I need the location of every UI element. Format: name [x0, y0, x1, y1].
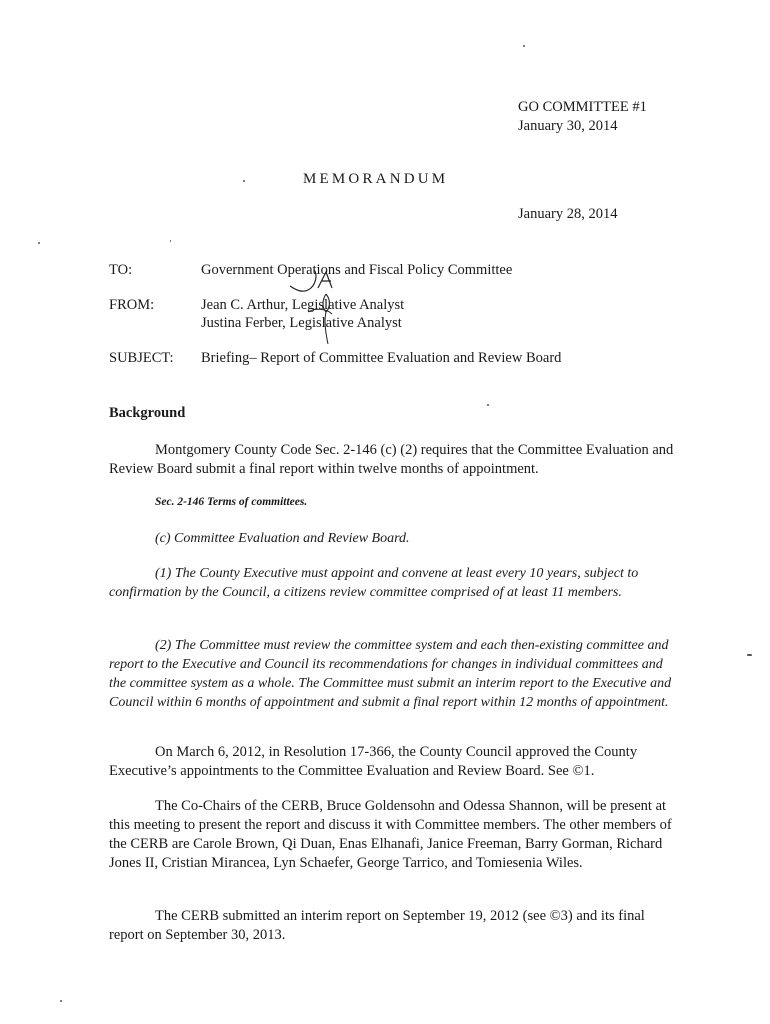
background-heading: Background [109, 405, 186, 421]
scan-speck [170, 240, 171, 242]
scan-speck [60, 1000, 62, 1002]
meeting-date: January 30, 2014 [518, 118, 618, 134]
scan-speck [243, 180, 245, 182]
cochairs-paragraph: The Co-Chairs of the CERB, Bruce Goldensohn and Odessa Shannon, will be present at this meeting to present the report and discuss it with Committee members. The other members of the CERB are Carole Brown, Qi Duan, Enas Elhanafi, Janice Freeman, Barry Gorman, Richard Jones II, Cristian Mirancea, Lyn Schaefer, George Tarrico, and Tomiesenia Wiles. [109, 798, 672, 871]
code-subsection-c: (c) Committee Evaluation and Review Board. [155, 531, 410, 546]
scan-speck [487, 404, 489, 406]
memo-date: January 28, 2014 [518, 206, 618, 222]
from-label: FROM: [109, 297, 155, 313]
intro-paragraph: Montgomery County Code Sec. 2-146 (c) (2) requires that the Committee Evaluation and Review Board submit a final report within twelve months of appointment. [109, 442, 674, 477]
from-line-1: Jean C. Arthur, Legislative Analyst [201, 297, 405, 313]
subject-label: SUBJECT: [109, 350, 174, 366]
scan-speck [38, 242, 40, 244]
code-item-2: (2) The Committee must review the committee system and each then-existing committee and report to the Executive and Council its recommendations for changes in individual committees and the committee system as a whole. The Committee must submit an interim report to the Executive and Council within 6 months of appointment and submit a final report within 12 months of appointment. [109, 638, 672, 710]
scan-speck [747, 654, 752, 656]
reports-paragraph: The CERB submitted an interim report on September 19, 2012 (see ©3) and its final report on September 30, 2013. [109, 908, 645, 943]
from-line-2: Justina Ferber, Legislative Analyst [201, 315, 402, 331]
to-label: TO: [109, 262, 133, 278]
committee-label: GO COMMITTEE #1 [518, 99, 647, 115]
code-item-1: (1) The County Executive must appoint and convene at least every 10 years, subject to confirmation by the Council, a citizens review committee comprised of at least 11 members. [109, 566, 639, 600]
to-value: Government Operations and Fiscal Policy Committee [201, 262, 513, 278]
resolution-paragraph: On March 6, 2012, in Resolution 17-366, the County Council approved the County Executive’s appointments to the Committee Evaluation and Review Board. See ©1. [109, 744, 638, 779]
memo-title: MEMORANDUM [303, 171, 449, 187]
subject-value: Briefing– Report of Committee Evaluation and Review Board [201, 350, 562, 366]
code-section-title: Sec. 2-146 Terms of committees. [155, 496, 308, 508]
scan-speck [523, 45, 525, 47]
